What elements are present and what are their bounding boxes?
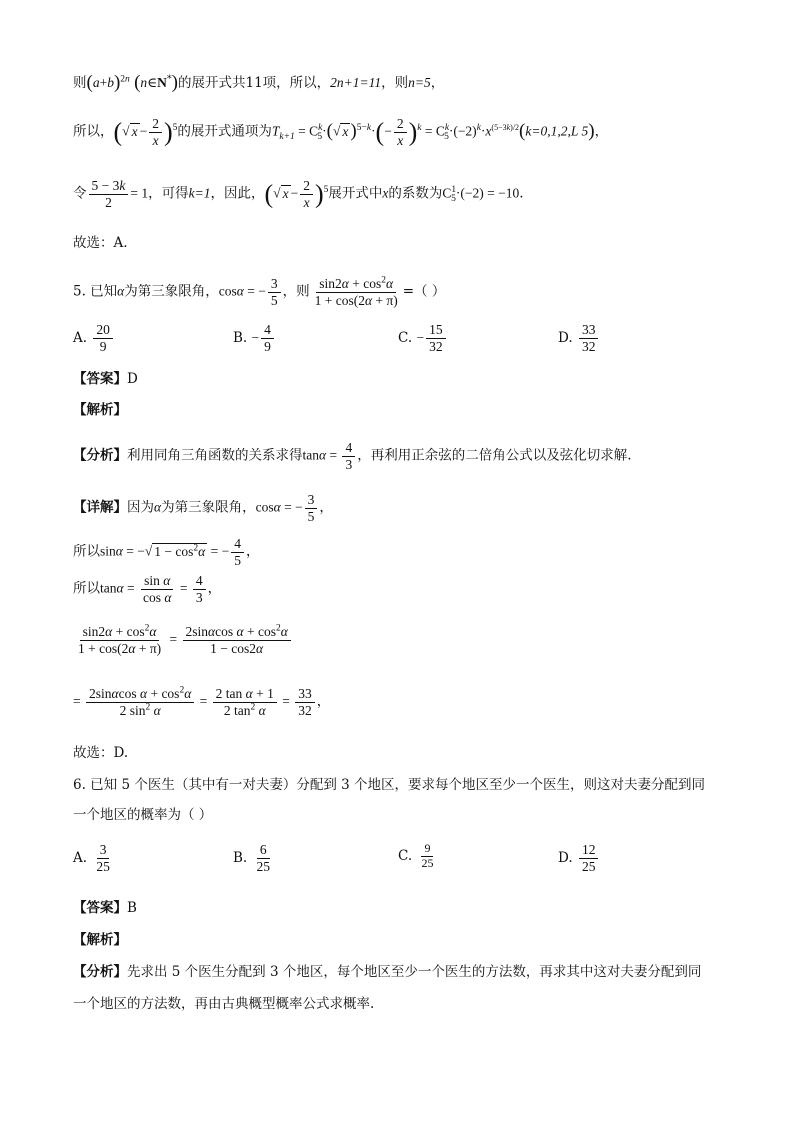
q5-answer	[73, 371, 734, 387]
line-1: 则$(a+b)^{2n}$ (n∈N*)的展开式共11项，所以，2n+1=11，则n=5，	[73, 72, 445, 93]
text: ，	[207, 580, 222, 597]
q6-fenxi-1	[73, 964, 734, 980]
text: 的展开式共11项，所以，	[177, 74, 331, 91]
text: 展开式中	[328, 185, 383, 202]
line-3: 令 $\frac{5 - 3k}{2}$ = 1，可得k=1，因此，(√ x − $\frac{2}{x}$ )$^5$展开式中x的系数为$C^1_5\cdot(-2) = -10$.	[73, 178, 524, 210]
q6-stem-2: 一个地区的概率为（ ）	[73, 807, 213, 823]
q5-final: 故选：D.	[73, 745, 129, 761]
text: ，再利用正余弦的二倍角公式以及弦化切求解.	[357, 447, 632, 464]
q6-option-c[interactable]	[398, 842, 438, 871]
q5-option-a[interactable]	[73, 322, 115, 354]
option-letter: A.	[73, 330, 88, 347]
option-letter: B.	[233, 330, 248, 347]
answer-value: D	[127, 371, 138, 387]
q5-option-b[interactable]	[233, 322, 276, 354]
option-den: 32	[429, 338, 443, 354]
text: 5. 已知	[73, 283, 118, 300]
q5-eq2: = $\frac{2\sin\alpha\cos \alpha + \cos^2\alpha}{2 \sin^2 \alpha}$ = $\frac{\text{2 tan α + 1}}{2 \tan^2 \alpha}$ = $\frac{33}{32}$ ，	[73, 685, 331, 718]
math: 2n+1=11	[330, 74, 382, 90]
analysis-label: 【解析】	[73, 932, 127, 948]
q5-stem: 5. 已知α为第三象限角，cosα = − $\frac{3}{5}$ ，则 $\frac{\sin 2\alpha + \cos^2\alpha}{1 + \cos(2\alpha + \pi)}$ =（ ）	[73, 275, 446, 308]
math: n=5	[408, 74, 431, 90]
line-2: 所以，(√ x − $\frac{2}{x}$ )$^5$的展开式通项为$T_{k+1} = C^k_5\cdot(√$ x )$^{5-k}$·(− $\frac{2}{x}$ )$^k = C^k_5\cdot(-2)^k\cdot x^{(5-3k)/2}(k=0,1,2,L$ 5)，	[73, 116, 609, 148]
text: 所以	[73, 580, 100, 597]
text: 的展开式通项为	[177, 123, 272, 140]
text: ，	[594, 123, 609, 140]
text: 为第三象限角，	[124, 283, 219, 300]
option-letter: D.	[558, 850, 573, 867]
q5-tan: 所以tanα = $\frac{\text{sin α}}{\text{cos α}}$ = $\frac{4}{3}$ ，	[73, 573, 222, 605]
text: .	[519, 185, 524, 202]
q6-option-a[interactable]	[73, 842, 115, 874]
q6-answer	[73, 900, 734, 916]
text: 所以	[73, 543, 100, 560]
option-den: 9	[264, 338, 271, 354]
option-num: 9	[421, 842, 433, 857]
text: ，因此，	[210, 185, 265, 202]
option-letter: B.	[233, 850, 248, 867]
option-den: 9	[99, 338, 107, 354]
option-num: 4	[261, 322, 274, 339]
text: =（ ）	[402, 283, 446, 300]
q5-analysis-label	[73, 402, 734, 418]
answer-label: 【答案】	[73, 900, 127, 916]
text: ，	[430, 74, 445, 91]
detail-label: 【详解】	[73, 499, 127, 516]
option-num: 12	[579, 842, 599, 859]
option-den: 32	[581, 338, 596, 354]
answer-label: 【答案】	[73, 371, 127, 387]
q5-eq1: $\frac{\sin 2\alpha + \cos^2\alpha}{1 + \cos(2\alpha + \pi)}$ = $\frac{2\sin\alpha\cos \alpha + \cos^2\alpha}{1 - \cos 2\alpha}$	[73, 624, 734, 656]
option-letter: C.	[398, 330, 413, 347]
fenxi-label: 【分析】	[73, 964, 127, 980]
text: ，	[245, 543, 260, 560]
option-den: 25	[581, 858, 596, 874]
option-letter: D.	[558, 330, 573, 347]
math: k=1	[188, 185, 211, 201]
option-sign: −	[251, 330, 260, 346]
text: ，则	[282, 283, 310, 300]
text: 则	[73, 74, 87, 91]
option-num: 15	[426, 322, 446, 339]
q6-stem-1: 6. 已知 5 个医生（其中有一对夫妻）分配到 3 个地区，要求每个地区至少一个医生，则这对夫妻分配到同	[73, 777, 706, 793]
text: 先求出 5 个医生分配到 3 个地区，每个地区至少一个医生的方法数，再求其中这对夫妻分配到同	[127, 964, 702, 980]
option-num: 6	[257, 842, 270, 859]
option-num: 3	[97, 842, 110, 859]
option-den: 25	[96, 858, 110, 874]
option-letter: A.	[73, 850, 88, 867]
fenxi-label: 【分析】	[73, 447, 127, 464]
text: 利用同角三角函数的关系求得	[127, 447, 303, 464]
text: ，则	[381, 74, 409, 91]
q5-option-d[interactable]	[558, 322, 600, 354]
option-letter: C.	[398, 848, 413, 865]
text: 因为	[127, 499, 154, 516]
text: ，	[319, 499, 333, 516]
text: ，可得	[148, 185, 189, 202]
q6-option-b[interactable]	[233, 842, 275, 874]
text: 所以，	[73, 123, 114, 140]
q6-analysis-label	[73, 932, 734, 948]
text: 的系数为	[388, 185, 443, 202]
text: 令	[73, 185, 87, 202]
math: k=0,1,2,L 5	[525, 123, 589, 139]
option-den: 25	[421, 855, 434, 870]
math: −10	[498, 185, 520, 201]
option-den: 25	[256, 858, 271, 874]
q5-sin: 所以sinα = −√ $1 - \cos^2\alpha$ = − $\frac{4}{5}$ ，	[73, 536, 260, 568]
q5-option-c[interactable]	[398, 322, 448, 354]
q5-detail: 【详解】因为α为第三象限角，cosα = − $\frac{3}{5}$ ，	[73, 492, 333, 524]
q6-option-d[interactable]	[558, 842, 600, 874]
text: 为第三象限角，	[161, 499, 256, 516]
text: ，	[316, 693, 331, 710]
line-4: 故选：A.	[73, 235, 128, 251]
option-num: 33	[579, 322, 599, 339]
answer-value: B	[127, 900, 137, 916]
q6-fenxi-2: 一个地区的方法数，再由古典概型概率公式求概率.	[73, 996, 375, 1012]
q5-fenxi: 【分析】利用同角三角函数的关系求得tanα = $\frac{4}{3}$ ，再利用正余弦的二倍角公式以及弦化切求解.	[73, 440, 632, 472]
option-sign: −	[416, 330, 425, 346]
option-num: 20	[93, 322, 113, 339]
analysis-label: 【解析】	[73, 402, 127, 418]
